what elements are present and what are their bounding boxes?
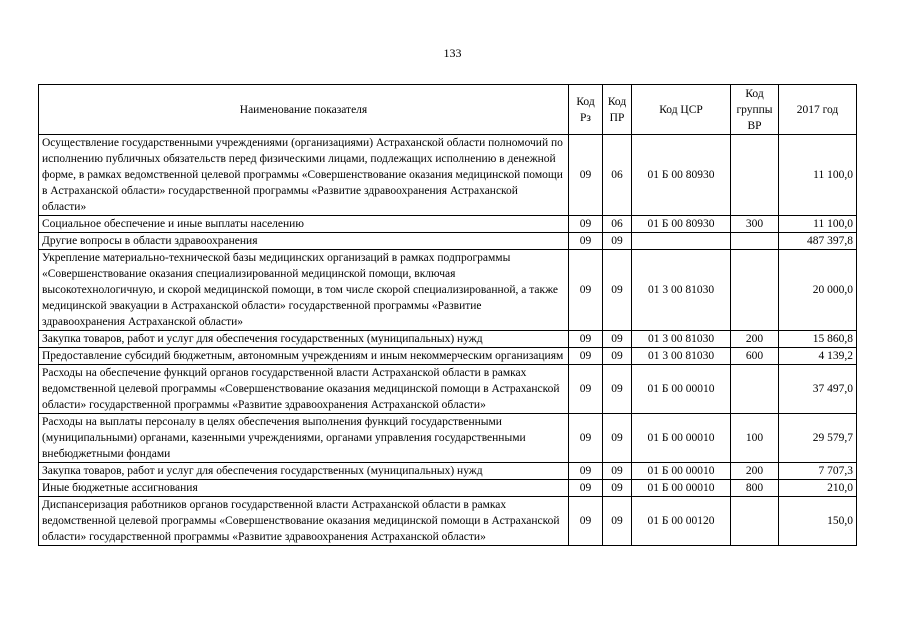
cell-amount: 29 579,7 xyxy=(779,414,857,463)
cell-rz: 09 xyxy=(569,250,603,331)
cell-name: Закупка товаров, работ и услуг для обеспечения государственных (муниципальных) нужд xyxy=(39,463,569,480)
cell-vr xyxy=(731,135,779,216)
header-pr: Код ПР xyxy=(603,85,632,135)
cell-csr: 01 3 00 81030 xyxy=(632,331,731,348)
cell-pr: 09 xyxy=(603,365,632,414)
cell-amount: 487 397,8 xyxy=(779,233,857,250)
cell-vr xyxy=(731,250,779,331)
cell-rz: 09 xyxy=(569,480,603,497)
cell-vr: 800 xyxy=(731,480,779,497)
cell-amount: 37 497,0 xyxy=(779,365,857,414)
cell-name: Расходы на выплаты персоналу в целях обеспечения выполнения функций государственными (муниципальными) органами, казенными учреждениями, органами управления государственными внебюджетными фондами xyxy=(39,414,569,463)
cell-pr: 09 xyxy=(603,233,632,250)
header-vr: Код группы ВР xyxy=(731,85,779,135)
cell-csr: 01 Б 00 80930 xyxy=(632,216,731,233)
table-row xyxy=(39,414,857,463)
table-row xyxy=(39,331,857,348)
cell-rz: 09 xyxy=(569,216,603,233)
cell-csr: 01 Б 00 00010 xyxy=(632,365,731,414)
cell-pr: 09 xyxy=(603,414,632,463)
cell-vr: 100 xyxy=(731,414,779,463)
table-header xyxy=(39,85,857,135)
table-row xyxy=(39,250,857,331)
cell-csr: 01 Б 00 00010 xyxy=(632,463,731,480)
cell-csr: 01 Б 00 00120 xyxy=(632,497,731,546)
cell-amount: 150,0 xyxy=(779,497,857,546)
cell-pr: 06 xyxy=(603,135,632,216)
cell-vr xyxy=(731,233,779,250)
header-name: Наименование показателя xyxy=(39,85,569,135)
cell-amount: 7 707,3 xyxy=(779,463,857,480)
cell-name: Предоставление субсидий бюджетным, автономным учреждениям и иным некоммерческим организациям xyxy=(39,348,569,365)
cell-amount: 20 000,0 xyxy=(779,250,857,331)
cell-name: Диспансеризация работников органов государственной власти Астраханской области в рамках ведомственной целевой программы «Совершенствование оказания медицинской помощи в Астраханской области» государственной программы «Развитие здравоохранения Астраханской области» xyxy=(39,497,569,546)
cell-amount: 11 100,0 xyxy=(779,135,857,216)
cell-amount: 4 139,2 xyxy=(779,348,857,365)
table-body xyxy=(39,135,857,546)
cell-csr: 01 Б 00 00010 xyxy=(632,480,731,497)
table-row xyxy=(39,463,857,480)
cell-name: Расходы на обеспечение функций органов государственной власти Астраханской области в рамках ведомственной целевой программы «Совершенствование оказания медицинской помощи в Астраханской области» государственной программы «Развитие здравоохранения Астраханской области» xyxy=(39,365,569,414)
header-csr: Код ЦСР xyxy=(632,85,731,135)
cell-rz: 09 xyxy=(569,233,603,250)
cell-name: Социальное обеспечение и иные выплаты населению xyxy=(39,216,569,233)
cell-rz: 09 xyxy=(569,463,603,480)
cell-rz: 09 xyxy=(569,414,603,463)
cell-csr: 01 Б 00 80930 xyxy=(632,135,731,216)
cell-name: Другие вопросы в области здравоохранения xyxy=(39,233,569,250)
page-number: 133 xyxy=(443,46,462,60)
cell-vr: 200 xyxy=(731,331,779,348)
table-row xyxy=(39,365,857,414)
cell-csr xyxy=(632,233,731,250)
cell-pr: 09 xyxy=(603,250,632,331)
cell-vr xyxy=(731,497,779,546)
table-row xyxy=(39,135,857,216)
cell-vr: 200 xyxy=(731,463,779,480)
cell-name: Укрепление материально-технической базы медицинских организаций в рамках подпрограммы «Совершенствование оказания специализированной медицинской помощи, включая высокотехнологичную, и скорой медицинской помощи, в том числе скорой специализированной, а также медицинской эвакуации в Астраханской области» государственной программы «Развитие здравоохранения Астраханской области» xyxy=(39,250,569,331)
cell-vr: 300 xyxy=(731,216,779,233)
cell-csr: 01 3 00 81030 xyxy=(632,250,731,331)
cell-rz: 09 xyxy=(569,497,603,546)
cell-amount: 11 100,0 xyxy=(779,216,857,233)
table-row xyxy=(39,497,857,546)
cell-vr xyxy=(731,365,779,414)
table-row xyxy=(39,480,857,497)
header-year: 2017 год xyxy=(779,85,857,135)
cell-amount: 210,0 xyxy=(779,480,857,497)
cell-pr: 09 xyxy=(603,480,632,497)
cell-name: Иные бюджетные ассигнования xyxy=(39,480,569,497)
cell-vr: 600 xyxy=(731,348,779,365)
cell-name: Осуществление государственными учреждениями (организациями) Астраханской области полномочий по исполнению публичных обязательств перед физическими лицами, подлежащих исполнению в денежной форме, в рамках ведомственной целевой программы «Совершенствование оказания медицинской помощи в Астраханской области» государственной программы «Развитие здравоохранения Астраханской области» xyxy=(39,135,569,216)
cell-pr: 09 xyxy=(603,348,632,365)
budget-table xyxy=(38,84,857,546)
table-row xyxy=(39,348,857,365)
cell-name: Закупка товаров, работ и услуг для обеспечения государственных (муниципальных) нужд xyxy=(39,331,569,348)
cell-pr: 09 xyxy=(603,331,632,348)
cell-rz: 09 xyxy=(569,365,603,414)
table-row xyxy=(39,233,857,250)
header-rz: Код Рз xyxy=(569,85,603,135)
cell-rz: 09 xyxy=(569,331,603,348)
cell-csr: 01 3 00 81030 xyxy=(632,348,731,365)
cell-csr: 01 Б 00 00010 xyxy=(632,414,731,463)
cell-pr: 09 xyxy=(603,497,632,546)
table-row xyxy=(39,216,857,233)
cell-pr: 09 xyxy=(603,463,632,480)
cell-rz: 09 xyxy=(569,135,603,216)
cell-amount: 15 860,8 xyxy=(779,331,857,348)
cell-rz: 09 xyxy=(569,348,603,365)
cell-pr: 06 xyxy=(603,216,632,233)
